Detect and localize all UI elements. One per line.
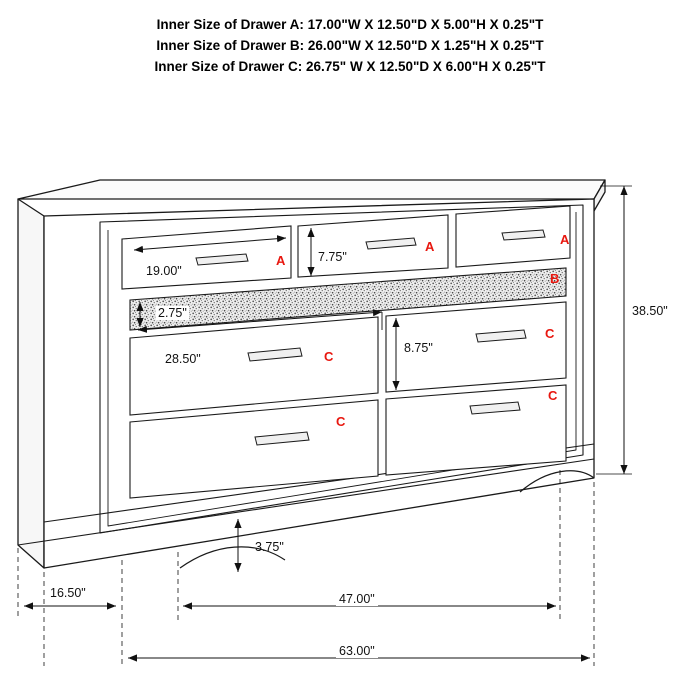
dim-drawer-a-width: 19.00" (146, 264, 182, 278)
dim-total-width: 63.00" (336, 644, 378, 658)
drawer-tag-c2: C (545, 326, 555, 341)
dim-drawer-a-height: 7.75" (318, 250, 347, 264)
dim-base-clearance: 3.75" (255, 540, 284, 554)
drawer-tag-a2: A (425, 239, 435, 254)
dim-total-height: 38.50" (632, 304, 668, 318)
spec-line-drawer-a: Inner Size of Drawer A: 17.00"W X 12.50"D X 5.00"H X 0.25"T (156, 17, 544, 32)
drawer-tag-c3: C (336, 414, 346, 429)
spec-line-drawer-c: Inner Size of Drawer C: 26.75" W X 12.50"D X 6.00"H X 0.25"T (154, 59, 546, 74)
drawer-tag-c4: C (548, 388, 558, 403)
dim-drawer-c-width: 28.50" (165, 352, 201, 366)
dim-front-width: 47.00" (336, 592, 378, 606)
drawer-tag-b1: B (550, 271, 560, 286)
drawer-tag-a1: A (276, 253, 286, 268)
dim-depth: 16.50" (50, 586, 86, 600)
spec-line-drawer-b: Inner Size of Drawer B: 26.00"W X 12.50"D X 1.25"H X 0.25"T (156, 38, 544, 53)
dim-drawer-c-height: 8.75" (404, 341, 433, 355)
dim-drawer-b-height: 2.75" (158, 306, 187, 320)
drawer-tag-a3: A (560, 232, 570, 247)
drawer-tag-c1: C (324, 349, 334, 364)
